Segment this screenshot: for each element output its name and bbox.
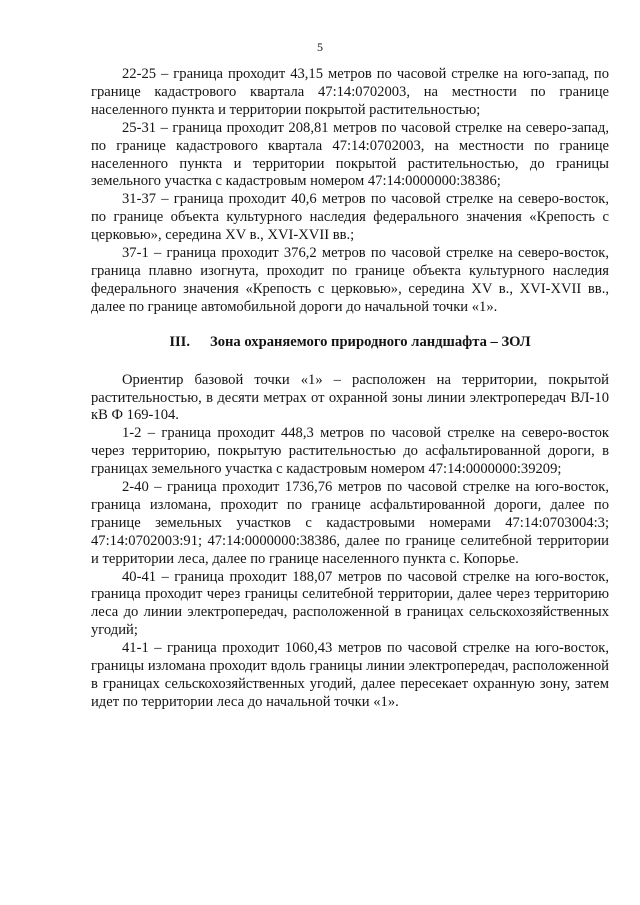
paragraph-boundary-25-31: 25-31 – граница проходит 208,81 метров по часовой стрелке на северо-запад, по границе кадастрового квартала 47:14:0702003, на местности по границе населенного пункта и территории покрытой растительностью, до границы земельного участка с кадастровым номером 47:14:0000000:38386;	[91, 119, 609, 190]
paragraph-boundary-31-37: 31-37 – граница проходит 40,6 метров по часовой стрелке на северо-восток, по границе объекта культурного наследия федерального значения «Крепость с церковью», середина XV в., XVI-XVII вв.;	[91, 191, 609, 244]
paragraph-boundary-41-1: 41-1 – граница проходит 1060,43 метров по часовой стрелке на юго-восток, границы изломана проходит вдоль границы линии электропередач, расположенной в границах сельскохозяйственных угодий, далее пересекает охранную зону, затем идет по территории леса до начальной точки «1».	[91, 640, 609, 710]
section-number: III.	[169, 333, 190, 350]
paragraph-base-point: Ориентир базовой точки «1» – расположен на территории, покрытой растительностью, в десяти метрах от охранной зоны линии электропередач ВЛ-10 кВ Ф 169-104.	[91, 371, 609, 424]
section-title: Зона охраняемого природного ландшафта – ЗОЛ	[210, 333, 531, 350]
page-number: 5	[317, 40, 323, 54]
paragraph-boundary-2-40: 2-40 – граница проходит 1736,76 метров по часовой стрелке на юго-восток, граница изломана, проходит по границе асфальтированной дороги, далее по границе земельных участков с кадастровыми номерами 47:14:0703004:3; 47:14:0702003:91; 47:14:0000000:38386, далее по границе селитебной территории и территории леса, далее по границе населенного пункта с. Копорье.	[91, 479, 609, 567]
section-heading	[91, 334, 609, 352]
document-body	[91, 66, 609, 712]
paragraph-boundary-22-25: 22-25 – граница проходит 43,15 метров по часовой стрелке на юго-запад, по границе кадастрового квартала 47:14:0702003, на местности по границе населенного пункта и территории покрытой растительностью;	[91, 66, 609, 118]
paragraph-boundary-1-2: 1-2 – граница проходит 448,3 метров по часовой стрелке на северо-восток через территорию, покрытую растительностью до асфальтированной дороги, в границах земельного участка с кадастровым номером 47:14:0000000:39209;	[91, 425, 609, 478]
paragraph-boundary-37-1: 37-1 – граница проходит 376,2 метров по часовой стрелке на северо-восток, граница плавно изогнута, проходит по границе объекта культурного наследия федерального значения «Крепость с церковью», середина XV в., XVI-XVII вв., далее по границе автомобильной дороги до начальной точки «1».	[91, 245, 609, 315]
paragraph-boundary-40-41: 40-41 – граница проходит 188,07 метров по часовой стрелке на юго-восток, граница проходит через границы селитебной территории, далее через территорию леса до линии электропередач, расположенной в границах сельскохозяйственных угодий;	[91, 568, 609, 639]
